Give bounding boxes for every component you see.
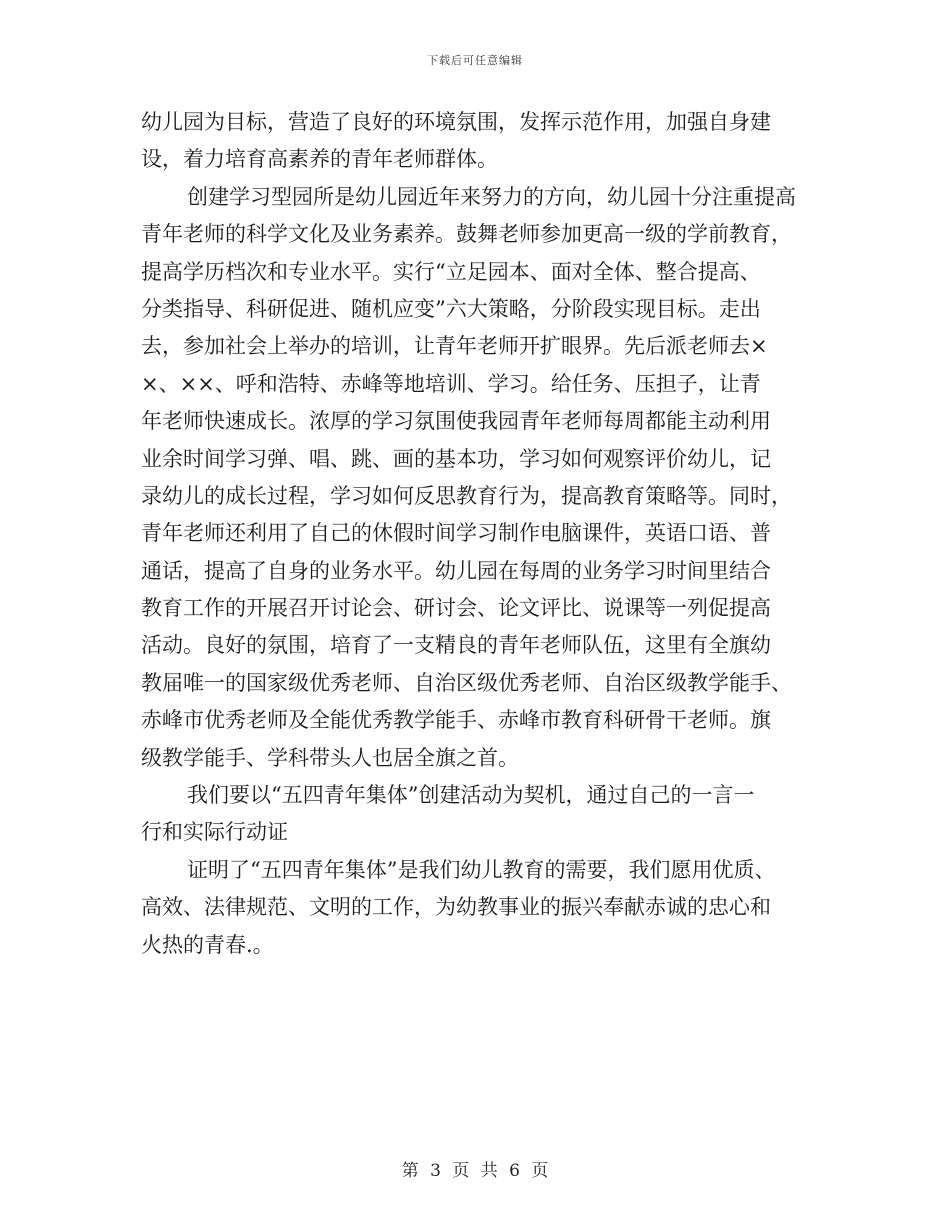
text-line: 我们要以“五四青年集体”创建活动为契机，通过自己的一言一 <box>187 783 755 808</box>
text-line: 行和实际行动证 <box>141 820 288 845</box>
text-line: 通话，提高了自身的业务水平。幼儿园在每周的业务学习时间里结合 <box>141 558 771 583</box>
text-line: 级教学能手、学科带头人也居全旗之首。 <box>141 745 519 770</box>
text-line: 教届唯一的国家级优秀老师、自治区级优秀老师、自治区级教学能手、 <box>141 670 792 695</box>
text-line: 青年老师的科学文化及业务素养。鼓舞老师参加更高一级的学前教育， <box>141 222 792 247</box>
text-line: 幼儿园为目标，营造了良好的环境氛围，发挥示范作用，加强自身建 <box>141 110 771 134</box>
text-line: 青年老师还利用了自己的休假时间学习制作电脑课件，英语口语、普 <box>141 521 771 546</box>
text-line: ×、××、呼和浩特、赤峰等地培训、学习。给任务、压担子，让青 <box>141 371 761 396</box>
text-line: 证明了“五四青年集体”是我们幼儿教育的需要，我们愿用优质、 <box>187 857 776 882</box>
text-line: 赤峰市优秀老师及全能优秀教学能手、赤峰市教育科研骨干老师。旗 <box>141 708 771 733</box>
text-line: 教育工作的开展召开讨论会、研讨会、论文评比、说课等一列促提高 <box>141 596 771 621</box>
page-number: 第 3 页 共 6 页 <box>401 1161 549 1181</box>
text-line: 录幼儿的成长过程，学习如何反思教育行为，提高教育策略等。同时， <box>141 483 792 508</box>
text-line: 提高学历档次和专业水平。实行“立足园本、面对全体、整合提高、 <box>141 259 761 284</box>
text-line: 火热的青春.。 <box>141 932 274 957</box>
text-line: 高效、法律规范、文明的工作，为幼教事业的振兴奉献赤诚的忠心和 <box>141 895 771 920</box>
text-line: 年老师快速成长。浓厚的学习氛围使我园青年老师每周都能主动利用 <box>141 409 771 434</box>
text-line: 设，着力培育高素养的青年老师群体。 <box>141 147 498 172</box>
text-line: 业余时间学习弹、唱、跳、画的基本功，学习如何观察评价幼儿，记 <box>141 446 771 471</box>
text-line: 分类指导、科研促进、随机应变”六大策略，分阶段实现目标。走出 <box>141 296 761 321</box>
text-line: 去，参加社会上举办的培训，让青年老师开扩眼界。先后派老师去× <box>141 334 768 359</box>
page-header: 下载后可任意编辑 <box>427 54 523 67</box>
text-line: 创建学习型园所是幼儿园近年来努力的方向，幼儿园十分注重提高 <box>187 184 796 209</box>
document-body <box>141 104 811 964</box>
text-line: 活动。良好的氛围，培育了一支精良的青年老师队伍，这里有全旗幼 <box>141 633 771 658</box>
